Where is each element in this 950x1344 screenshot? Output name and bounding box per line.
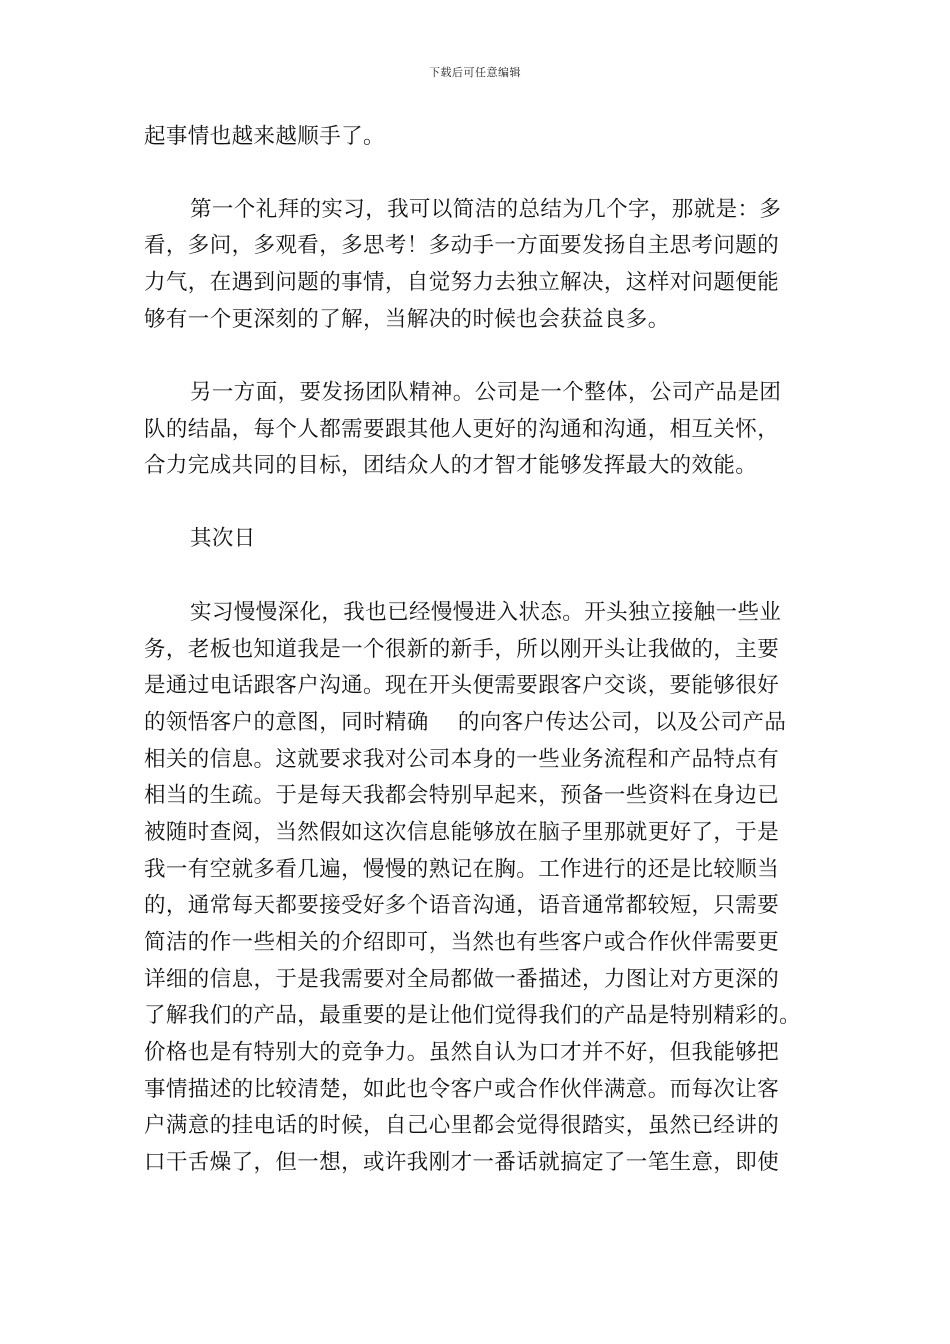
text-line: 价格也是有特别大的竞争力。虽然自认为口才并不好，但我能够把	[144, 1040, 780, 1065]
text-line: 另一方面，要发扬团队精神。公司是一个整体，公司产品是团	[190, 380, 782, 405]
text-line: 相当的生疏。于是每天我都会特别早起来，预备一些资料在身边已	[144, 783, 780, 808]
text-line: 务，老板也知道我是一个很新的新手，所以刚开头让我做的，主要	[144, 637, 780, 662]
text-line: 的领悟客户的意图，同时精确 的向客户传达公司，以及公司产品	[144, 710, 787, 735]
section-heading: 其次日	[190, 526, 256, 551]
text-line: 事情描述的比较清楚，如此也令客户或合作伙伴满意。而每次让客	[144, 1077, 780, 1102]
text-line: 我一有空就多看几遍，慢慢的熟记在胸。工作进行的还是比较顺当	[144, 857, 780, 882]
text-line: 力气，在遇到问题的事情，自觉努力去独立解决，这样对问题便能	[144, 270, 780, 295]
text-line: 的，通常每天都要接受好多个语音沟通，语音通常都较短，只需要	[144, 893, 780, 918]
text-line: 看，多问，多观看，多思考！多动手一方面要发扬自主思考问题的	[144, 233, 780, 258]
text-line: 合力完成共同的目标，团结众人的才智才能够发挥最大的效能。	[144, 453, 758, 478]
text-line: 够有一个更深刻的了解，当解决的时候也会获益良多。	[144, 307, 670, 332]
text-line: 详细的信息，于是我需要对全局都做一番描述，力图让对方更深的	[144, 967, 780, 992]
text-line: 被随时查阅，当然假如这次信息能够放在脑子里那就更好了，于是	[144, 820, 780, 845]
text-line: 相关的信息。这就要求我对公司本身的一些业务流程和产品特点有	[144, 747, 780, 772]
text-line: 队的结晶，每个人都需要跟其他人更好的沟通和沟通，相互关怀，	[144, 417, 780, 442]
header-note: 下载后可任意编辑	[429, 66, 521, 79]
text-line: 第一个礼拜的实习，我可以简洁的总结为几个字，那就是：多	[190, 197, 782, 222]
text-line: 口干舌燥了，但一想，或许我刚才一番话就搞定了一笔生意，即使	[144, 1150, 780, 1175]
text-line: 实习慢慢深化，我也已经慢慢进入状态。开头独立接触一些业	[190, 600, 782, 625]
text-line: 户满意的挂电话的时候，自己心里都会觉得很踏实，虽然已经讲的	[144, 1113, 780, 1138]
text-line: 起事情也越来越顺手了。	[144, 124, 385, 149]
text-line: 简洁的作一些相关的介绍即可，当然也有些客户或合作伙伴需要更	[144, 930, 780, 955]
text-line: 了解我们的产品，最重要的是让他们觉得我们的产品是特别精彩的。	[144, 1003, 802, 1028]
text-line: 是通过电话跟客户沟通。现在开头便需要跟客户交谈，要能够很好	[144, 673, 780, 698]
